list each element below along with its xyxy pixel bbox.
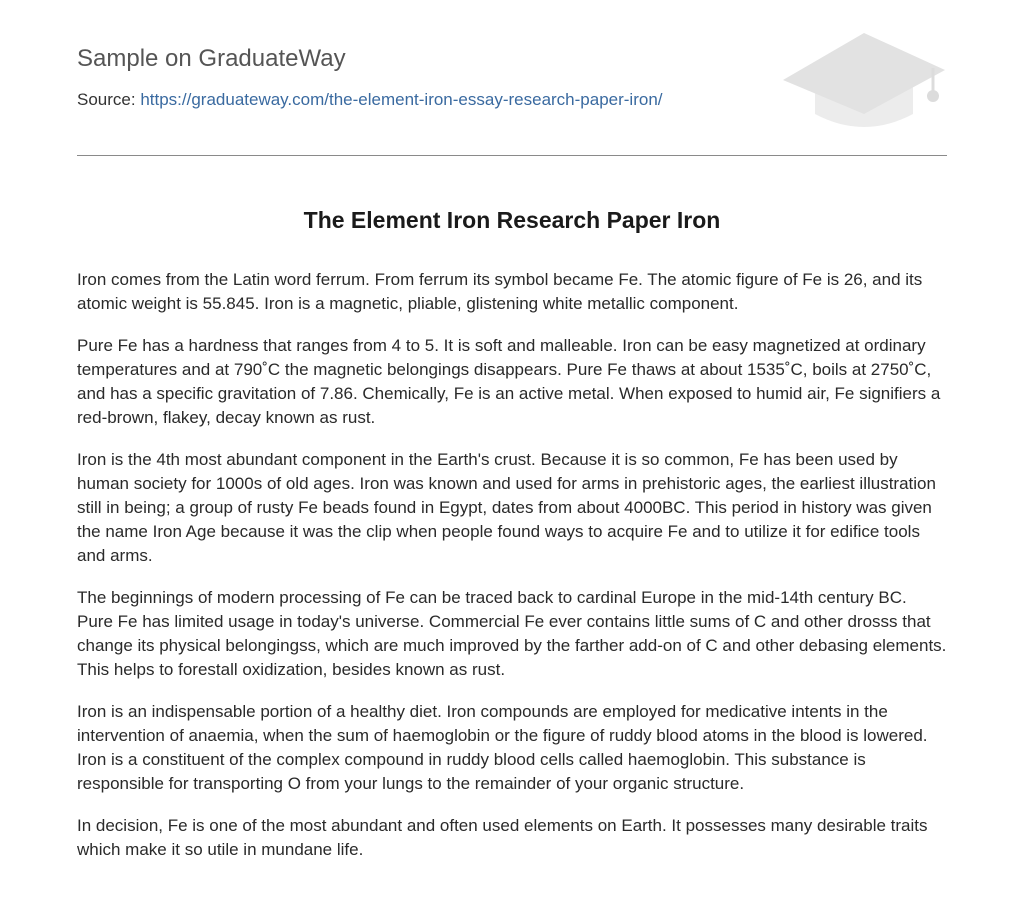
essay-title: The Element Iron Research Paper Iron bbox=[303, 207, 721, 233]
source-label: Source: bbox=[77, 90, 141, 109]
header-divider bbox=[77, 155, 947, 156]
paragraph: Iron is the 4th most abundant component in the Earth's crust. Because it is so common, Fe has been used by human society for 1000s of old ages. Iron was known and used for arms in prehistoric ages, the earliest illustration still in being; a group of rusty Fe beads found in Egypt, dates from about 4000BC. This period in history was given the name Iron Age because it was the clip when people found ways to acquire Fe and to utilize it for edifice tools and arms. bbox=[77, 450, 936, 565]
source-line bbox=[77, 89, 663, 111]
paragraph: The beginnings of modern processing of Fe can be traced back to cardinal Europe in the mid-14th century BC. Pure Fe has limited usage in today's universe. Commercial Fe ever contains little sums of C and other drosss that change its physical belongingss, which are much improved by the farther add-on of C and other debasing elements. This helps to forestall oxidization, besides known as rust. bbox=[77, 588, 947, 679]
paragraph: Iron is an indispensable portion of a healthy diet. Iron compounds are employed for medicative intents in the intervention of anaemia, when the sum of haemoglobin or the figure of ruddy blood atoms in the blood is lowered. Iron is a constituent of the complex compound in ruddy blood cells called haemoglobin. This substance is responsible for transporting O from your lungs to the remainder of your organic structure. bbox=[77, 702, 928, 793]
paragraph: Iron comes from the Latin word ferrum. From ferrum its symbol became Fe. The atomic figure of Fe is 26, and its atomic weight is 55.845. Iron is a magnetic, pliable, glistening white metallic component. bbox=[77, 270, 923, 313]
paragraph: Pure Fe has a hardness that ranges from 4 to 5. It is soft and malleable. Iron can be easy magnetized at ordinary temperatures and at 790˚C the magnetic belongings disappears. Pure Fe thaws at about 1535˚C, boils at 2750˚C, and has a specific gravitation of 7.86. Chemically, Fe is an active metal. When exposed to humid air, Fe signifiers a red-brown, flakey, decay known as rust. bbox=[77, 336, 941, 427]
source-link[interactable]: https://graduateway.com/the-element-iron-essay-research-paper-iron/ bbox=[140, 90, 663, 109]
paragraph: In decision, Fe is one of the most abundant and often used elements on Earth. It possesses many desirable traits which make it so utile in mundane life. bbox=[77, 816, 928, 859]
page-header bbox=[77, 0, 947, 156]
essay-body bbox=[77, 268, 947, 880]
site-title: Sample on GraduateWay bbox=[77, 45, 346, 72]
graduation-cap-icon bbox=[781, 30, 947, 134]
